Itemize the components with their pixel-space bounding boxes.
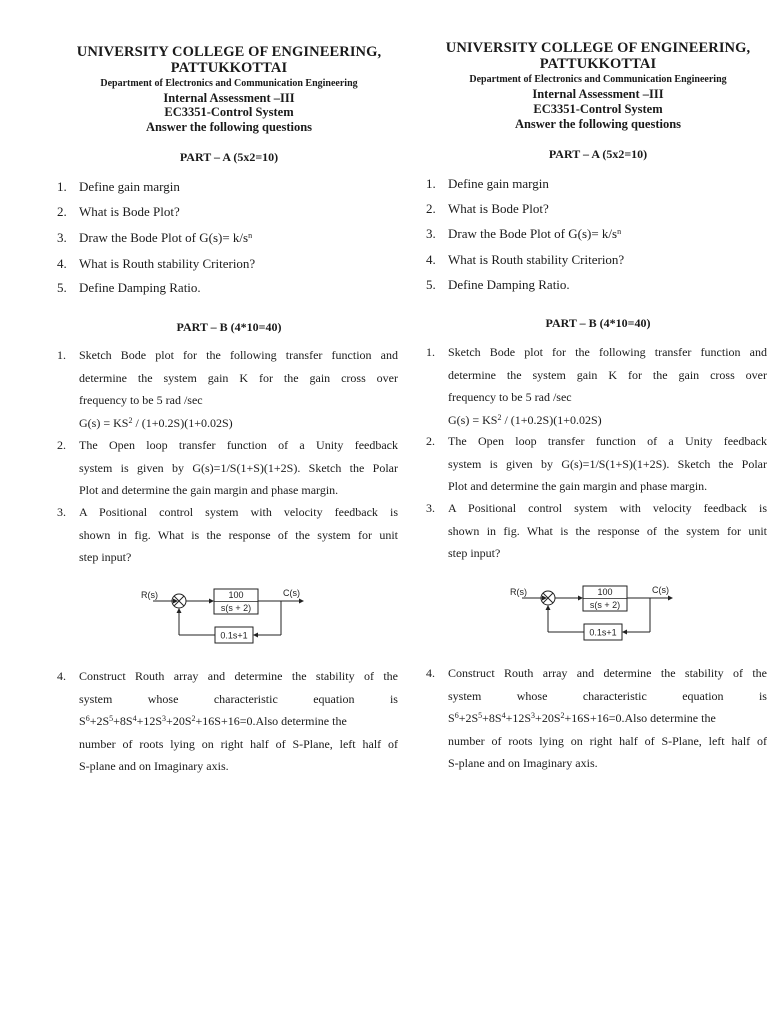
part-a-question: 4. What is Routh stability Criterion? [57, 256, 256, 271]
forward-denominator: s(s + 2) [589, 600, 621, 610]
department-name: Department of Electronics and Communication Engineering [469, 74, 727, 85]
course-code: EC3351-Control System [533, 102, 663, 116]
part-a-question: 1. Define gain margin [57, 179, 180, 194]
part-a-question: 1. Define gain margin [426, 176, 549, 191]
instruction-line: Answer the following questions [145, 120, 313, 134]
university-place: PATTUKKOTTAI [539, 56, 657, 72]
input-label: R(s) [510, 587, 527, 597]
part-a-title: PART – A (5x2=10) [179, 150, 279, 164]
forward-numerator: 100 [228, 590, 244, 600]
part-a-question: 3. Draw the Bode Plot of $G(s)= k/s^n$ [57, 230, 253, 245]
part-a-title: PART – A (5x2=10) [548, 147, 648, 161]
part-b-question-4: 4. Construct Routh array and determine the stability of the system whose characteristic equation is $S^6+2S^5+8S^4+12S^3+20S^2+16S+16=0.Also$ determine the number of roots lying on right half of S-Plane, left half of S-plane and on Imaginary axis. [57, 669, 398, 773]
part-b-question-2: 2. The Open loop transfer function of a Unity feedback system is given by G(s)=1/S(1+S)(1+2S). Sketch the Polar Plot and determine the gain margin and phase margin. [57, 438, 398, 497]
forward-denominator: s(s + 2) [220, 603, 252, 613]
block-diagram [508, 581, 698, 651]
feedback-label: 0.1s+1 [589, 627, 617, 638]
part-a-question: 2. What is Bode Plot? [57, 204, 180, 219]
left-page-copy [57, 0, 401, 1024]
course-code: EC3351-Control System [164, 105, 294, 119]
part-a-question: 5. Define Damping Ratio. [426, 277, 570, 292]
part-b-question-2: 2. The Open loop transfer function of a Unity feedback system is given by G(s)=1/S(1+S)(1+2S). Sketch the Polar Plot and determine the gain margin and phase margin. [426, 434, 767, 493]
feedback-label: 0.1s+1 [220, 630, 248, 641]
part-b-question-1: 1. Sketch Bode plot for the following transfer function and determine the system gain K for the gain cross over frequency to be 5 rad /sec $G(s) = KS^2 / (1+0.2S)(1+0.02S)$ [426, 345, 767, 427]
part-a-question: 5. Define Damping Ratio. [57, 280, 201, 295]
part-b-question-1: 1. Sketch Bode plot for the following transfer function and determine the system gain K for the gain cross over frequency to be 5 rad /sec $G(s) = KS^2 / (1+0.2S)(1+0.02S)$ [57, 348, 398, 430]
output-label: C(s) [283, 588, 300, 598]
university-name: UNIVERSITY COLLEGE OF ENGINEERING, [445, 40, 751, 56]
output-label: C(s) [652, 585, 669, 595]
instruction-line: Answer the following questions [514, 117, 682, 131]
assessment-title: Internal Assessment –III [532, 87, 664, 101]
part-a-question: 4. What is Routh stability Criterion? [426, 252, 625, 267]
forward-numerator: 100 [597, 587, 613, 597]
input-label: R(s) [141, 590, 158, 600]
block-diagram [139, 584, 329, 654]
part-b-question-3: 3. A Positional control system with velocity feedback is shown in fig. What is the response of the system for unit step input? [426, 501, 767, 560]
part-b-question-3: 3. A Positional control system with velocity feedback is shown in fig. What is the response of the system for unit step input? [57, 505, 398, 564]
department-name: Department of Electronics and Communication Engineering [100, 78, 358, 89]
university-name: UNIVERSITY COLLEGE OF ENGINEERING, [76, 44, 382, 60]
right-page-copy [426, 0, 768, 1024]
part-b-title: PART – B (4*10=40) [545, 316, 651, 330]
part-a-question: 2. What is Bode Plot? [426, 201, 549, 216]
part-a-question: 3. Draw the Bode Plot of $G(s)= k/s^n$ [426, 226, 622, 241]
assessment-title: Internal Assessment –III [163, 91, 295, 105]
part-b-question-4: 4. Construct Routh array and determine the stability of the system whose characteristic equation is $S^6+2S^5+8S^4+12S^3+20S^2+16S+16=0.Also$ determine the number of roots lying on right half of S-Plane, left half of S-plane and on Imaginary axis. [426, 666, 767, 770]
part-b-title: PART – B (4*10=40) [176, 320, 282, 334]
university-place: PATTUKKOTTAI [170, 60, 288, 76]
